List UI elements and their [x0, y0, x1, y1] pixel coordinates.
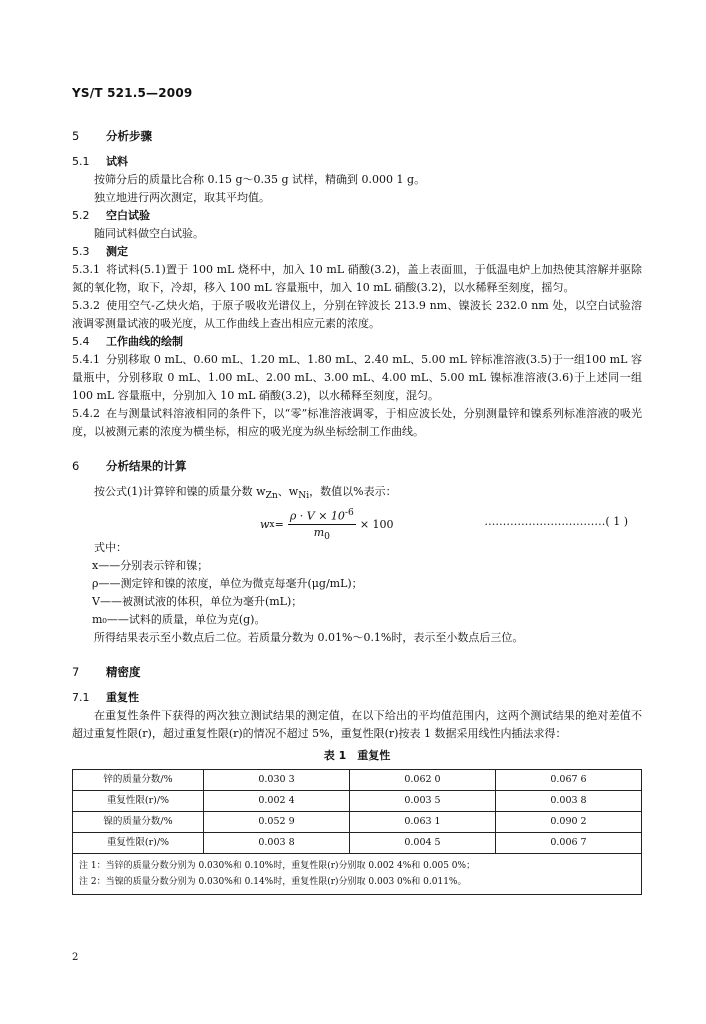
section-title: 空白试验	[106, 209, 150, 222]
table-cell: 0.052 9	[204, 812, 350, 833]
paragraph-5-3-1	[72, 261, 642, 297]
variable-description: ——试料的质量，单位为克(g)。	[106, 613, 266, 627]
table-cell: 0.006 7	[495, 833, 641, 854]
variable-symbol: V	[92, 595, 100, 609]
section-title: 精密度	[106, 665, 141, 680]
paragraph: 按筛分后的质量比合称 0.15 g～0.35 g 试样，精确到 0.000 1 g。	[94, 173, 426, 186]
subscript: 0	[324, 531, 330, 543]
page-number: 2	[72, 952, 79, 963]
row-label: 重复性限(r)/%	[73, 833, 204, 854]
variable-definition	[72, 593, 642, 611]
table-cell: 0.002 4	[204, 791, 350, 812]
section-5-4-heading	[72, 333, 642, 351]
row-label: 镍的质量分数/%	[73, 812, 204, 833]
table-cell: 0.003 8	[495, 791, 641, 812]
paragraph-5-3-2	[72, 297, 642, 333]
equation-number: ……………………………( 1 )	[484, 515, 628, 529]
formula-lhs: w	[260, 517, 270, 531]
table-notes-row	[73, 854, 642, 895]
table-row	[73, 770, 642, 791]
paragraph: 随同试料做空白试验。	[94, 227, 204, 240]
section-number: 5.1	[72, 155, 90, 168]
table-cell: 0.062 0	[349, 770, 495, 791]
subscript: Zn	[265, 490, 278, 502]
variable-definition	[72, 557, 642, 575]
variable-description: ——测定锌和镍的浓度，单位为微克每毫升(μg/mL)；	[98, 577, 363, 591]
section-title: 分析步骤	[106, 129, 152, 143]
standard-code: YS/T 521.5—2009	[72, 86, 193, 100]
section-number: 6	[72, 459, 80, 473]
section-6-heading	[72, 457, 642, 475]
numerator	[288, 505, 356, 525]
denominator	[314, 525, 330, 544]
table-caption: 表 1 重复性	[323, 749, 391, 763]
variable-description: ——被测试液的体积，单位为毫升(mL)；	[99, 595, 303, 609]
section-5-heading	[72, 127, 642, 145]
clause-text: 将试料(5.1)置于 100 mL 烧杯中，加入 10 mL 硝酸(3.2)，盖上表面皿，于低温电炉上加热使其溶解并驱除氮的氧化物，取下，冷却，移入 100 mL 容量瓶中，加入 10 mL 硝酸(3.2)，以水稀释至刻度，摇匀。	[72, 263, 642, 294]
variable-description: ——分别表示锌和镍；	[98, 559, 209, 573]
section-7-heading	[72, 663, 642, 681]
section-title: 工作曲线的绘制	[106, 335, 183, 348]
text: 、w	[277, 485, 299, 498]
section-title: 试料	[106, 155, 128, 168]
section-title: 分析结果的计算	[106, 459, 187, 473]
multiplier: × 100	[359, 517, 394, 531]
section-7-1-heading	[72, 689, 642, 707]
text: ，数值以%表示：	[309, 485, 397, 498]
table-cell: 0.003 8	[204, 833, 350, 854]
section-title: 测定	[106, 245, 128, 258]
table-cell: 0.063 1	[349, 812, 495, 833]
clause-number: 5.3.1	[72, 263, 100, 276]
paragraph: 在重复性条件下获得的两次独立测试结果的测定值，在以下给出的平均值范围内，这两个测试结果的绝对差值不超过重复性限(r)，超过重复性限(r)的情况不超过 5%，重复性限(r)按表 1 数据采用线性内插法求得：	[72, 709, 642, 741]
row-label: 锌的质量分数/%	[73, 770, 204, 791]
table-cell: 0.067 6	[495, 770, 641, 791]
table-note-2: 注 2：当镍的质量分数分别为 0.030%和 0.14%时，重复性限(r)分别取 0.003 0%和 0.011%。	[79, 877, 467, 888]
variable-definition	[72, 611, 642, 629]
section-number: 7.1	[72, 691, 90, 705]
repeatability-table	[72, 769, 642, 895]
fraction	[288, 505, 356, 544]
subscript: x	[269, 518, 275, 530]
section-number: 5.3	[72, 245, 90, 258]
table-cell: 0.003 5	[349, 791, 495, 812]
section-title: 重复性	[106, 691, 139, 705]
variable-symbol: m₀	[92, 613, 107, 627]
denominator-text: m	[313, 525, 325, 539]
exponent: -6	[344, 507, 354, 519]
clause-text: 在与测量试料溶液相同的条件下，以“零”标准溶液调零，于相应波长处，分别测量锌和镍系列标准溶液的吸光度，以被测元素的浓度为横坐标，相应的吸光度为纵坐标绘制工作曲线。	[72, 407, 642, 438]
subscript: Ni	[298, 490, 310, 502]
table-row	[73, 812, 642, 833]
formula-intro	[72, 483, 642, 505]
document-body	[72, 127, 642, 895]
section-number: 5	[72, 129, 80, 143]
section-number: 5.4	[72, 335, 90, 348]
section-5-3-heading	[72, 243, 642, 261]
paragraph-5-4-2	[72, 405, 642, 441]
section-number: 7	[72, 665, 80, 680]
row-label: 重复性限(r)/%	[73, 791, 204, 812]
table-cell: 0.090 2	[495, 812, 641, 833]
table-cell: 0.030 3	[204, 770, 350, 791]
table-note-1: 注 1：当锌的质量分数分别为 0.030%和 0.10%时，重复性限(r)分别取 0.002 4%和 0.005 0%；	[79, 861, 476, 872]
numerator-text: ρ · V × 10	[289, 509, 345, 523]
table-row	[73, 833, 642, 854]
equals-sign: =	[274, 517, 284, 531]
variable-symbol: x	[92, 559, 99, 573]
section-5-2-heading	[72, 207, 642, 225]
section-number: 5.2	[72, 209, 90, 222]
table-cell: 0.004 5	[349, 833, 495, 854]
variable-definition	[72, 575, 642, 593]
clause-number: 5.4.1	[72, 353, 100, 366]
paragraph-5-4-1	[72, 351, 642, 405]
table-row	[73, 791, 642, 812]
formula-expression	[260, 505, 394, 544]
text: 按公式(1)计算锌和镍的质量分数 w	[94, 485, 266, 498]
clause-text: 分别移取 0 mL、0.60 mL、1.20 mL、1.80 mL、2.40 mL、5.00 mL 锌标准溶液(3.5)于一组100 mL 容量瓶中，分别移取 0 mL、1.00 mL、2.00 mL、3.00 mL、4.00 mL、5.00 mL 镍标准溶液(3.6)于上述同一组 100 mL 容量瓶中，分别加入 10 mL 硝酸(3.2)，以水稀释至刻度，混匀。	[72, 353, 642, 402]
formula-1	[72, 505, 642, 543]
where-label: 式中：	[94, 541, 127, 555]
section-5-1-heading	[72, 153, 642, 171]
clause-text: 使用空气-乙炔火焰，于原子吸收光谱仪上，分别在锌波长 213.9 nm、镍波长 232.0 nm 处，以空白试验溶液调零测量试液的吸光度，从工作曲线上查出相应元素的浓度。	[72, 299, 642, 330]
variable-symbol: ρ	[92, 577, 99, 591]
clause-number: 5.3.2	[72, 299, 100, 312]
clause-number: 5.4.2	[72, 407, 100, 420]
table-notes	[73, 854, 642, 895]
paragraph: 所得结果表示至小数点后二位。若质量分数为 0.01%～0.1%时，表示至小数点后三位。	[94, 631, 524, 645]
paragraph: 独立地进行两次测定，取其平均值。	[94, 191, 270, 204]
